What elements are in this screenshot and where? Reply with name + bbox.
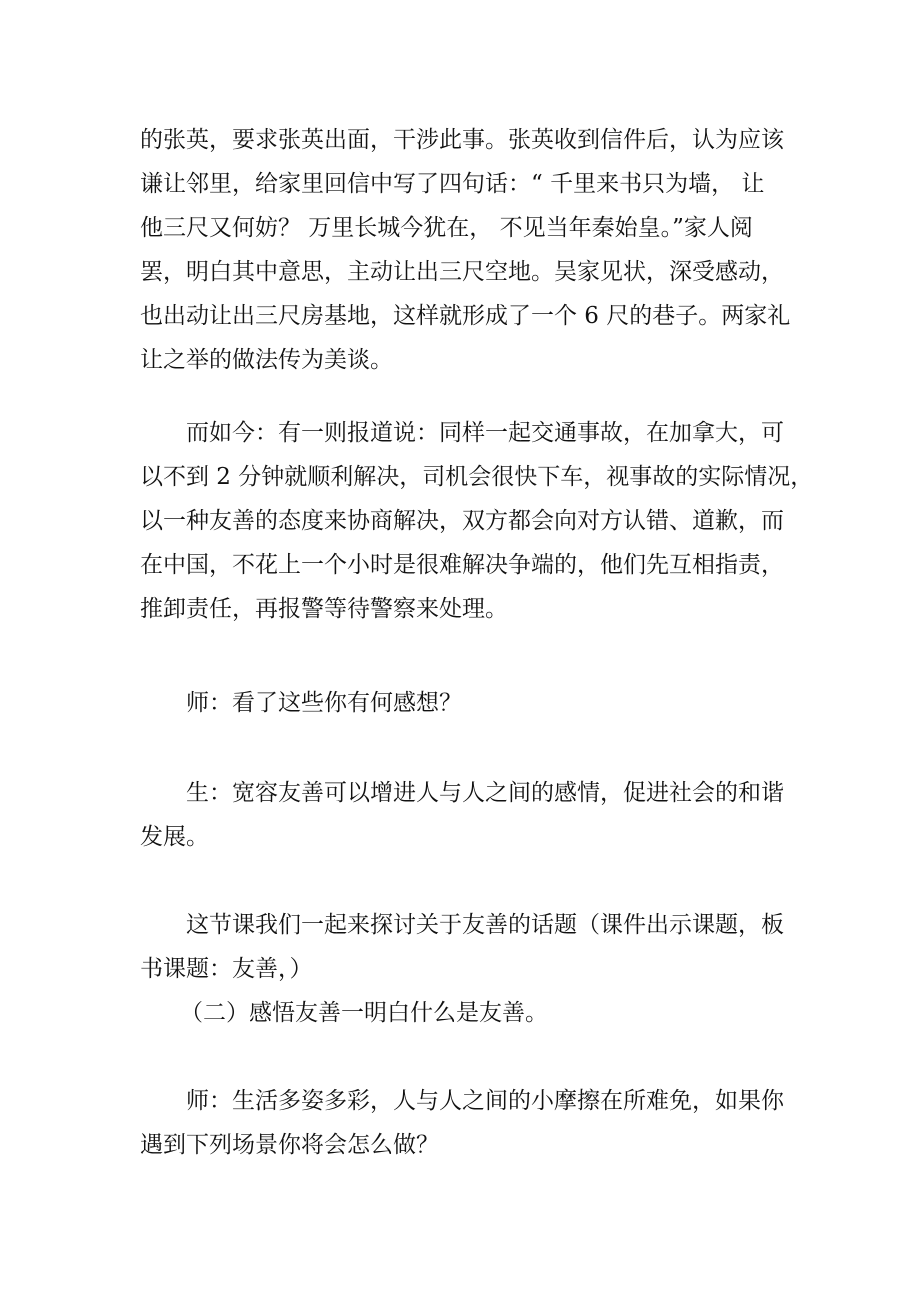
text-line: 这节课我们一起来探讨关于友善的话题（课件出示课题，板 [186, 912, 784, 938]
paragraph-lesson-topic [140, 903, 788, 991]
text-line: 谦让邻里，给家里回信中写了四句话：“ 千里来书只为墙， 让 [140, 171, 765, 197]
text-line: 而如今：有一则报道说：同样一起交通事故，在加拿大，可 [186, 420, 784, 446]
text-line: 推卸责任，再报警等待警察来处理。 [140, 596, 508, 622]
text-line: 让之举的做法传为美谈。 [140, 347, 393, 373]
paragraph-teacher-question [140, 681, 788, 725]
section-heading [140, 991, 788, 1035]
text-line: 师：生活多姿多彩，人与人之间的小摩擦在所难免，如果你 [186, 1088, 784, 1114]
paragraph-zhang-ying-story [140, 118, 791, 382]
text-line: （二）感悟友善一明白什么是友善。 [180, 1000, 548, 1026]
text-line: 以一种友善的态度来协商解决，双方都会向对方认错、道歉，而 [140, 508, 784, 534]
text-line: 书课题：友善，） [140, 956, 313, 982]
text-line: 遇到下列场景你将会怎么做？ [140, 1132, 439, 1158]
text-line: 在中国，不花上一个小时是很难解决争端的，他们先互相指责， [140, 552, 784, 578]
paragraph-student-answer [140, 771, 788, 859]
text-line: 罢，明白其中意思，主动让出三尺空地。吴家见状，深受感动， [140, 259, 784, 285]
text-line: 师：看了这些你有何感想？ [186, 690, 462, 716]
text-line: 生：宽容友善可以增进人与人之间的感情，促进社会的和谐 [186, 780, 784, 806]
text-line: 也出动让出三尺房基地，这样就形成了一个 6 尺的巷子。两家礼 [140, 303, 791, 329]
text-line: 的张英，要求张英出面，干涉此事。张英收到信件后，认为应该 [140, 127, 784, 153]
text-line: 以不到 2 分钟就顺利解决，司机会很快下车，视事故的实际情况， [140, 464, 814, 490]
text-line: 发展。 [140, 824, 209, 850]
paragraph-traffic-report [140, 411, 814, 631]
paragraph-teacher-scenario [140, 1079, 788, 1167]
text-line: 他三尺又何妨？ 万里长城今犹在， 不见当年秦始皇。”家人阅 [140, 215, 753, 241]
